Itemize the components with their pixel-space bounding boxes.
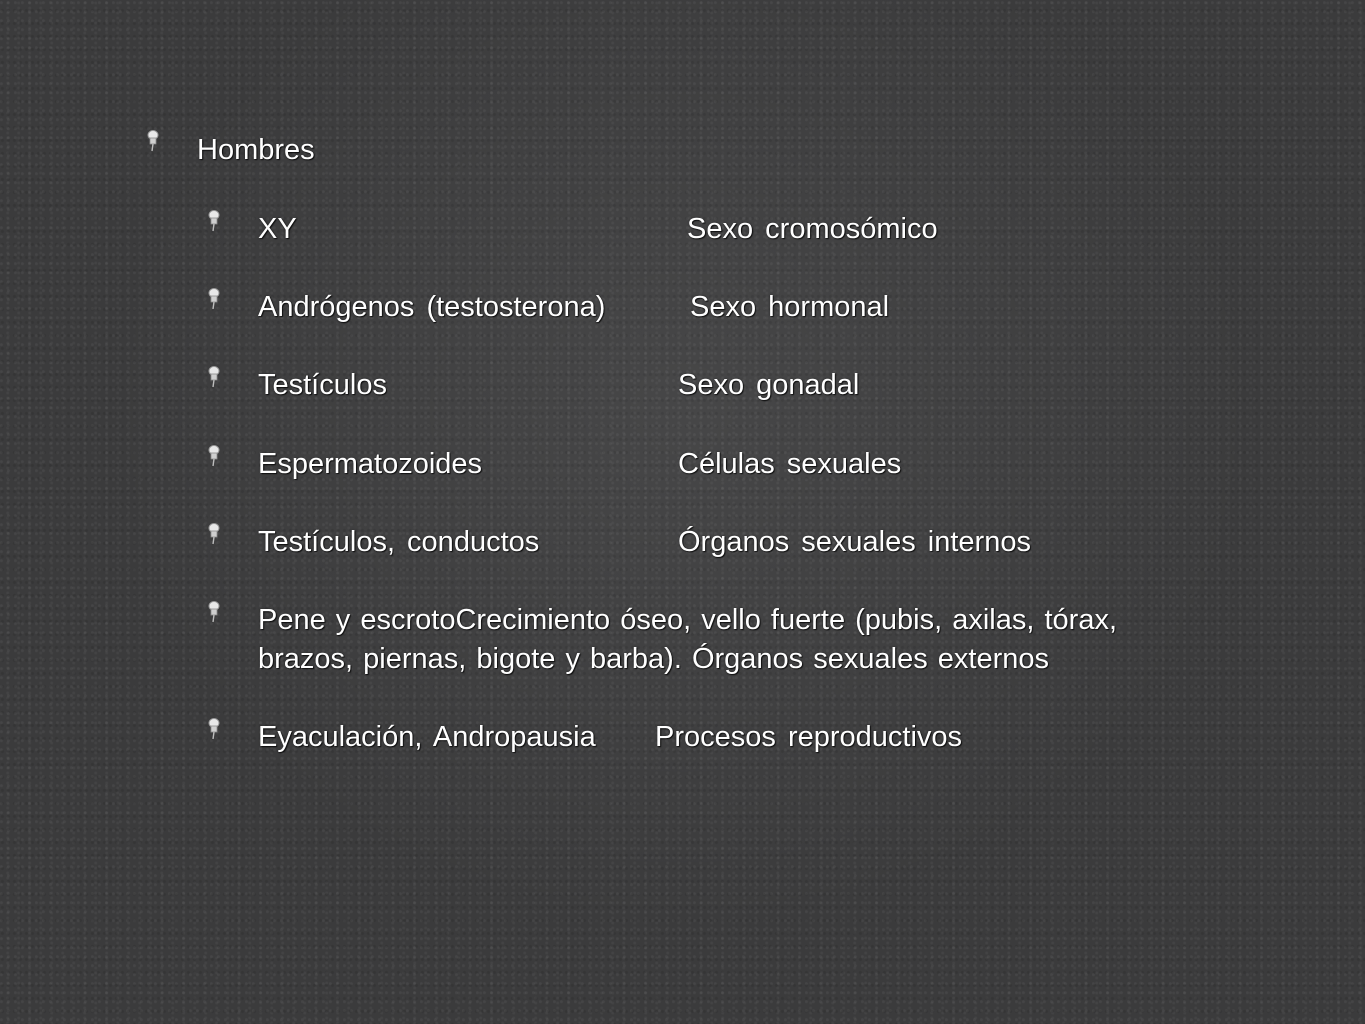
pushpin-icon <box>207 210 221 232</box>
item-left: Testículos <box>258 369 387 401</box>
pushpin-icon <box>207 718 221 740</box>
item-right: Células sexuales <box>678 448 902 480</box>
item-left: Espermatozoides <box>258 448 483 480</box>
item-right: Sexo gonadal <box>678 369 860 401</box>
pushpin-icon <box>146 130 160 152</box>
item-left: Andrógenos (testosterona) <box>258 291 606 323</box>
pushpin-icon <box>207 601 221 623</box>
heading-hombres: Hombres <box>197 134 315 166</box>
pushpin-icon <box>207 288 221 310</box>
item-right: Procesos reproductivos <box>655 721 963 753</box>
item-line-1: Pene y escrotoCrecimiento óseo, vello fuerte (pubis, axilas, tórax, <box>258 604 1118 636</box>
item-left: Testículos, conductos <box>258 526 540 558</box>
item-right: Sexo cromosómico <box>687 213 938 245</box>
pushpin-icon <box>207 445 221 467</box>
pushpin-icon <box>207 523 221 545</box>
item-left: XY <box>258 213 297 245</box>
item-line-2: brazos, piernas, bigote y barba). Órganos sexuales externos <box>258 643 1049 675</box>
item-right: Sexo hormonal <box>690 291 890 323</box>
item-left: Eyaculación, Andropausia <box>258 721 596 753</box>
item-right: Órganos sexuales internos <box>678 526 1031 558</box>
pushpin-icon <box>207 366 221 388</box>
